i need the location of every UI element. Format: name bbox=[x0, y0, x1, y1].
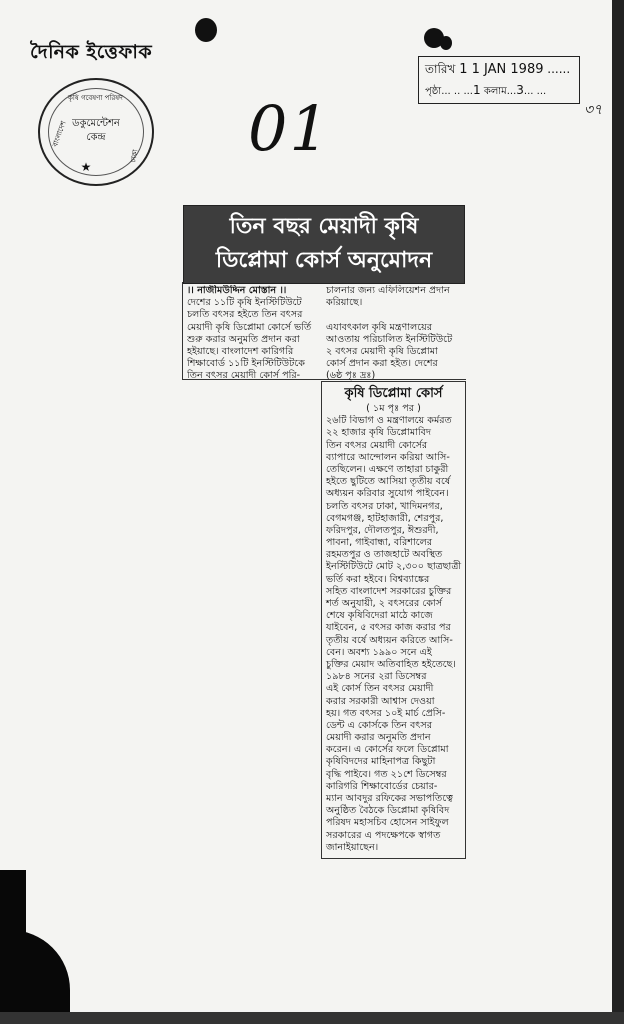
text-line: ফরিদপুর, দৌলতপুর, ঈশুরদী, bbox=[326, 524, 439, 536]
text-line: শিক্ষাবোর্ড ১১টি ইনস্টিটিউটকে bbox=[187, 358, 305, 370]
text-line: পরিষদ মহাসচিব হোসেন সাইফুল bbox=[326, 817, 449, 829]
text-line bbox=[326, 309, 464, 321]
text-line: বেন। অবশ্য ১৯৯০ সনে এই bbox=[326, 646, 432, 658]
continuation-from-page: ( ১ম পৃঃ পর ) bbox=[366, 403, 421, 414]
text-line: অধ্যয়ন করিবার সুযোগ পাইবেন। bbox=[326, 488, 449, 500]
text-line: বৃদ্ধি পাইবে। গত ২১শে ডিসেম্বর bbox=[326, 768, 447, 780]
text-line: চালনার জন্য এফিলিয়েশন প্রদান bbox=[326, 285, 450, 296]
scan-edge bbox=[0, 1012, 624, 1024]
article-body bbox=[182, 282, 466, 380]
text-line: এই কোর্স তিন বৎসর মেয়াদী bbox=[326, 683, 434, 695]
text-line: তিন বৎসর মেয়াদী কোর্স পরি- bbox=[187, 370, 301, 382]
newspaper-name: দৈনিক ইত্তেফাক bbox=[30, 41, 153, 63]
text-line: ২২ হাজার কৃষি ডিপ্লোমাবিদ bbox=[326, 427, 432, 439]
continuation-article bbox=[321, 381, 466, 859]
headline-line1: তিন বছর মেয়াদী কৃষি bbox=[229, 214, 419, 239]
text-line: তেছিলেন। এক্ষণে তাহারা চাকুরী bbox=[326, 463, 449, 475]
text-line: ২ বৎসর মেয়াদী কৃষি ডিপ্লোমা bbox=[326, 345, 438, 357]
right-column bbox=[326, 285, 464, 383]
column-label: কলাম bbox=[483, 86, 507, 97]
text-line: হইয়াছে। বাংলাদেশ কারিগরি bbox=[187, 345, 294, 357]
text-line: হইতে ছুটিতে আসিয়া তৃতীয় বর্ষে bbox=[326, 476, 451, 488]
text-line: চুক্তির মেয়াদ অতিবাহিত হইতেছে। bbox=[326, 658, 456, 670]
page-value: 1 bbox=[473, 83, 481, 97]
text-line: ম্যান আবদুর রফিকের সভাপতিত্বে bbox=[326, 793, 453, 805]
date-value: 1 1 JAN 1989 bbox=[459, 62, 544, 77]
text-line: ব্যাপারে আন্দোলন করিয়া আসি- bbox=[326, 451, 450, 463]
column-value: 3 bbox=[516, 83, 524, 97]
headline-line2: ডিপ্লোমা কোর্স অনুমোদন bbox=[215, 248, 433, 273]
date-label: তারিখ bbox=[425, 62, 456, 76]
seal-ring-left: বাংলাদেশ bbox=[51, 120, 68, 148]
ink-blot bbox=[195, 18, 217, 42]
seal-ring-right: ঢাকা bbox=[129, 148, 140, 164]
ink-blot bbox=[440, 36, 452, 50]
text-line: ভর্তি করা হইবে। বিশ্বব্যাঙ্কের bbox=[326, 573, 430, 585]
documentation-seal bbox=[38, 78, 154, 186]
text-line: কোর্স প্রদান করা হইত। দেশের bbox=[326, 358, 438, 370]
text-line: করার সরকারী আশ্বাস দেওয়া bbox=[326, 695, 435, 707]
scan-shadow bbox=[0, 870, 26, 950]
text-line: শর্ত অনুযায়ী, ২ বৎসরের কোর্স bbox=[326, 598, 443, 610]
text-line: চলতি বৎসর হইতে তিন বৎসর bbox=[187, 309, 303, 321]
continuation-title: কৃষি ডিপ্লোমা কোর্স bbox=[344, 386, 443, 401]
text-line: করিয়াছে। bbox=[326, 297, 363, 309]
left-column bbox=[187, 285, 323, 383]
text-line: করেন। এ কোর্সের ফলে ডিপ্লোমা bbox=[326, 744, 449, 756]
text-line: ইনস্টিটিউটে মোট ২,৩০০ ছাত্রছাত্রী bbox=[326, 561, 462, 573]
text-line: চলতি বৎসর ঢাকা, খাদিমনগর, bbox=[326, 500, 443, 512]
text-line: এযাবৎকাল কৃষি মন্ত্রণালয়ের bbox=[326, 321, 433, 333]
text-line: হয়। গত বৎসর ১০ই মার্চ প্রেসি- bbox=[326, 707, 446, 719]
star-icon: ★ bbox=[80, 160, 92, 174]
seal-center-line1: ডকুমেন্টেশন bbox=[72, 118, 120, 129]
seal-center-line2: কেন্দ্র bbox=[86, 132, 106, 143]
text-line: দেশের ১১টি কৃষি ইনস্টিটিউটে bbox=[187, 297, 302, 309]
date-stamp: তারিখ 1 1 JAN 1989 ...... পৃষ্ঠা... .. ...1 কলাম...3... ... bbox=[418, 56, 580, 104]
text-line: মেয়াদী করার অনুমতি প্রদান bbox=[326, 732, 431, 744]
article-headline bbox=[183, 205, 465, 284]
scan-edge bbox=[612, 0, 624, 1024]
handwritten-number: 01 bbox=[248, 92, 331, 165]
text-line: (৬ষ্ঠ পৃঃ দ্রঃ) bbox=[326, 370, 376, 382]
text-line: ।। নাজীমউদ্দিন মোস্তান ।। bbox=[187, 285, 287, 296]
continuation-body bbox=[322, 415, 465, 854]
corner-mark: ৩৭ bbox=[584, 102, 603, 118]
text-line: পাবনা, গাইবান্ধা, বরিশালের bbox=[326, 537, 433, 549]
text-line: ডেন্ট এ কোর্সকে তিন বৎসর bbox=[326, 719, 433, 731]
text-line: সরকারের এ পদক্ষেপকে স্বাগত bbox=[326, 829, 441, 841]
text-line: কৃষিবিদদের মাহিনাপত্র কিছুটা bbox=[326, 756, 436, 768]
text-line: যাইবেন, ৫ বৎসর কাজ করার পর bbox=[326, 622, 451, 634]
text-line: ২৬টি বিভাগ ও মন্ত্রণালয়ে কর্মরত bbox=[326, 415, 452, 427]
text-line: তিন বৎসর মেয়াদী কোর্সের bbox=[326, 439, 428, 451]
page-label: পৃষ্ঠা bbox=[425, 86, 442, 97]
text-line: অনুষ্ঠিত বৈঠকে ডিপ্লোমা কৃষিবিদ bbox=[326, 805, 450, 817]
text-line: সহিত বাংলাদেশ সরকারের চুক্তির bbox=[326, 585, 452, 597]
seal-ring-top: কৃষি গবেষণা পরিষদ bbox=[68, 94, 123, 102]
text-line: আওতায় পরিচালিত ইনস্টিটিউটে bbox=[326, 333, 453, 345]
text-line: বেগমগঞ্জ, হাটহাজারী, শেরপুর, bbox=[326, 512, 444, 524]
text-line: রহমতপুর ও তাজহাটে অবস্থিত bbox=[326, 549, 443, 561]
text-line: শুরু করার অনুমতি প্রদান করা bbox=[187, 333, 300, 345]
text-line: ১৯৮৪ সনের ২রা ডিসেম্বর bbox=[326, 671, 427, 683]
text-line: তৃতীয় বর্ষে অধ্যয়ন করিতে আসি- bbox=[326, 634, 453, 646]
text-line: জানাইয়াছেন। bbox=[326, 841, 379, 853]
text-line: কারিগরি শিক্ষাবোর্ডের চেয়ার- bbox=[326, 780, 438, 792]
text-line: মেয়াদী কৃষি ডিপ্লোমা কোর্সে ভর্তি bbox=[187, 321, 312, 333]
text-line: শেষে কৃষিবিদেরা মাঠে কাজে bbox=[326, 610, 433, 622]
